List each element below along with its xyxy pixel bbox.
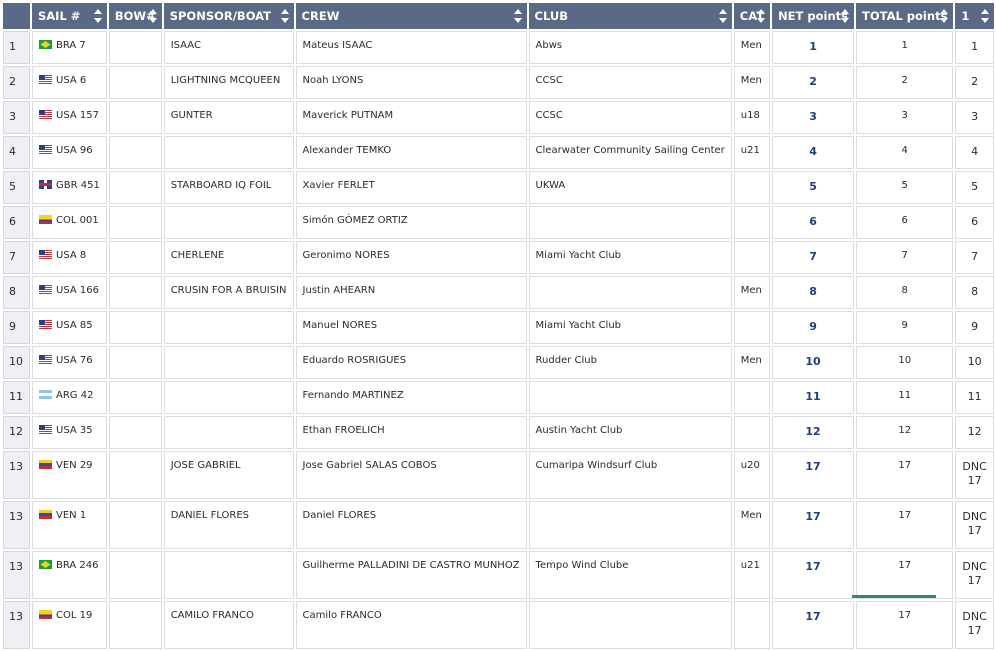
- sail-number: VEN 29: [56, 460, 93, 471]
- sponsor-cell: DANIEL FLORES: [164, 501, 294, 549]
- total-points-cell: 8: [856, 276, 953, 309]
- net-points-cell: 8: [772, 276, 854, 309]
- total-points-cell: 2: [856, 66, 953, 99]
- race-1-cell: [955, 136, 993, 169]
- cat-cell: Men: [734, 346, 770, 379]
- total-points-cell: 17: [856, 451, 953, 499]
- club-cell: [529, 381, 732, 414]
- scrollbar-indicator: [852, 595, 936, 598]
- sail-number: VEN 1: [56, 510, 87, 521]
- total-points-cell: 9: [856, 311, 953, 344]
- sail-number: ARG 42: [56, 390, 94, 401]
- race-1-value: 2: [971, 75, 979, 88]
- rank-cell: 13: [3, 451, 30, 499]
- crew-cell: Xavier FERLET: [296, 171, 527, 204]
- bow-header[interactable]: BOW#: [109, 3, 162, 29]
- bow-cell: [109, 101, 162, 134]
- bow-cell: [109, 416, 162, 449]
- rank-cell: 12: [3, 416, 30, 449]
- net-points-cell: 1: [772, 31, 854, 64]
- col-flag-icon: [39, 215, 52, 224]
- bow-cell: [109, 31, 162, 64]
- sponsor-cell: GUNTER: [164, 101, 294, 134]
- sponsor-cell: [164, 381, 294, 414]
- usa-flag-icon: [39, 320, 52, 329]
- total-points-cell: 10: [856, 346, 953, 379]
- usa-flag-icon: [39, 425, 52, 434]
- rank-cell: 13: [3, 551, 30, 599]
- sail-cell: [32, 346, 107, 379]
- race-1-cell: [955, 31, 993, 64]
- table-row[interactable]: [3, 311, 994, 344]
- sponsor-cell: [164, 311, 294, 344]
- bow-cell: [109, 136, 162, 169]
- table-row[interactable]: [3, 416, 994, 449]
- crew-cell: Guilherme PALLADINI DE CASTRO MUNHOZ: [296, 551, 527, 599]
- sail-number: BRA 7: [56, 40, 86, 51]
- usa-flag-icon: [39, 110, 52, 119]
- race-1-value: DNC: [962, 610, 987, 623]
- crew-cell: Eduardo ROSRIGUES: [296, 346, 527, 379]
- total-points-cell: 3: [856, 101, 953, 134]
- race-1-value: 9: [971, 320, 979, 333]
- table-row[interactable]: [3, 136, 994, 169]
- bow-cell: [109, 311, 162, 344]
- ven-flag-icon: [39, 460, 52, 469]
- crew-cell: Mateus ISAAC: [296, 31, 527, 64]
- gbr-flag-icon: [39, 180, 52, 189]
- usa-flag-icon: [39, 250, 52, 259]
- bra-flag-icon: [39, 560, 52, 569]
- sponsor-cell: CHERLENE: [164, 241, 294, 274]
- cat-cell: Men: [734, 276, 770, 309]
- usa-flag-icon: [39, 355, 52, 364]
- sail-cell: [32, 381, 107, 414]
- race-1-cell: [955, 501, 993, 549]
- bow-cell: [109, 276, 162, 309]
- total-points-cell: 17: [856, 601, 953, 649]
- crew-cell: Manuel NORES: [296, 311, 527, 344]
- club-cell: Rudder Club: [529, 346, 732, 379]
- race-1-value: 1: [971, 40, 979, 53]
- race-1-value: 3: [971, 110, 979, 123]
- net-points-cell: 17: [772, 501, 854, 549]
- sail-header[interactable]: SAIL #: [32, 3, 107, 29]
- cat-cell: Men: [734, 66, 770, 99]
- club-cell: [529, 206, 732, 239]
- sail-number: USA 85: [56, 320, 93, 331]
- race-1-cell: [955, 451, 993, 499]
- cat-cell: Men: [734, 31, 770, 64]
- table-row[interactable]: [3, 381, 994, 414]
- net-points-cell: 10: [772, 346, 854, 379]
- table-row[interactable]: [3, 101, 994, 134]
- crew-cell: Fernando MARTINEZ: [296, 381, 527, 414]
- net-points-cell: 11: [772, 381, 854, 414]
- sail-cell: [32, 501, 107, 549]
- sponsor-cell: [164, 416, 294, 449]
- table-row[interactable]: [3, 31, 994, 64]
- sail-number: USA 76: [56, 355, 93, 366]
- cat-cell: u18: [734, 101, 770, 134]
- bow-cell: [109, 551, 162, 599]
- table-row[interactable]: [3, 206, 994, 239]
- rank-cell: 2: [3, 66, 30, 99]
- total-points-cell: 5: [856, 171, 953, 204]
- net-points-cell: 17: [772, 551, 854, 599]
- crew-cell: Jose Gabriel SALAS COBOS: [296, 451, 527, 499]
- rank-cell: 3: [3, 101, 30, 134]
- crew-cell: Alexander TEMKO: [296, 136, 527, 169]
- table-row[interactable]: [3, 276, 994, 309]
- club-cell: CCSC: [529, 101, 732, 134]
- race-1-value: DNC: [962, 560, 987, 573]
- sail-cell: [32, 551, 107, 599]
- rank-cell: 10: [3, 346, 30, 379]
- table-row[interactable]: [3, 501, 994, 549]
- race-1-cell: [955, 551, 993, 599]
- bow-cell: [109, 346, 162, 379]
- net-points-cell: 5: [772, 171, 854, 204]
- sponsor-cell: CRUSIN FOR A BRUISIN: [164, 276, 294, 309]
- race-1-value: 4: [971, 145, 979, 158]
- sail-cell: [32, 206, 107, 239]
- total-points-cell: 17: [856, 501, 953, 549]
- sort-icon[interactable]: [514, 9, 523, 23]
- race-1-value: 12: [967, 425, 982, 438]
- sort-icon[interactable]: [281, 9, 290, 23]
- sponsor-cell: [164, 346, 294, 379]
- cat-cell: u20: [734, 451, 770, 499]
- net-points-cell: 2: [772, 66, 854, 99]
- cat-cell: [734, 416, 770, 449]
- race-1-cell: [955, 206, 993, 239]
- club-cell: Abws: [529, 31, 732, 64]
- race-1-value: DNC: [962, 460, 987, 473]
- usa-flag-icon: [39, 285, 52, 294]
- rank-cell: 7: [3, 241, 30, 274]
- total-points-header[interactable]: TOTAL points: [856, 3, 953, 29]
- crew-cell: Justin AHEARN: [296, 276, 527, 309]
- header-row: [3, 3, 994, 29]
- club-cell: Miami Yacht Club: [529, 311, 732, 344]
- table-row[interactable]: [3, 346, 994, 379]
- bow-cell: [109, 241, 162, 274]
- net-points-cell: 4: [772, 136, 854, 169]
- race-1-cell: [955, 381, 993, 414]
- sponsor-cell: CAMILO FRANCO: [164, 601, 294, 649]
- usa-flag-icon: [39, 145, 52, 154]
- bow-cell: [109, 381, 162, 414]
- crew-cell: Ethan FROELICH: [296, 416, 527, 449]
- sail-cell: [32, 276, 107, 309]
- total-points-cell: 4: [856, 136, 953, 169]
- crew-cell: Noah LYONS: [296, 66, 527, 99]
- race-1-header[interactable]: 1: [955, 3, 993, 29]
- table-row[interactable]: [3, 171, 994, 204]
- sail-cell: [32, 171, 107, 204]
- rank-cell: 8: [3, 276, 30, 309]
- table-row[interactable]: [3, 66, 994, 99]
- sort-icon[interactable]: [757, 9, 766, 23]
- club-cell: Austin Yacht Club: [529, 416, 732, 449]
- race-1-cell: [955, 276, 993, 309]
- bra-flag-icon: [39, 40, 52, 49]
- sail-cell: [32, 136, 107, 169]
- sail-cell: [32, 101, 107, 134]
- bow-cell: [109, 501, 162, 549]
- sponsor-cell: [164, 551, 294, 599]
- sail-cell: [32, 416, 107, 449]
- sort-icon[interactable]: [719, 9, 728, 23]
- net-points-cell: 7: [772, 241, 854, 274]
- rank-header: [3, 3, 30, 29]
- usa-flag-icon: [39, 75, 52, 84]
- race-1-value: 10: [967, 355, 982, 368]
- sail-number: USA 157: [56, 110, 99, 121]
- net-points-cell: 12: [772, 416, 854, 449]
- race-1-value: 8: [971, 285, 979, 298]
- sail-cell: [32, 31, 107, 64]
- sail-number: BRA 246: [56, 560, 99, 571]
- table-row[interactable]: [3, 241, 994, 274]
- club-cell: [529, 601, 732, 649]
- bow-cell: [109, 171, 162, 204]
- rank-cell: 9: [3, 311, 30, 344]
- net-points-cell: 6: [772, 206, 854, 239]
- total-points-cell: 12: [856, 416, 953, 449]
- rank-cell: 13: [3, 601, 30, 649]
- rank-cell: 11: [3, 381, 30, 414]
- total-points-cell: 17: [856, 551, 953, 599]
- bow-cell: [109, 601, 162, 649]
- race-1-cell: [955, 241, 993, 274]
- sort-icon[interactable]: [94, 9, 103, 23]
- bow-cell: [109, 206, 162, 239]
- sail-number: USA 96: [56, 145, 93, 156]
- cat-cell: Men: [734, 501, 770, 549]
- sail-cell: [32, 601, 107, 649]
- net-points-header[interactable]: NET points: [772, 3, 854, 29]
- sail-cell: [32, 311, 107, 344]
- crew-header[interactable]: CREW: [296, 3, 527, 29]
- cat-cell: [734, 311, 770, 344]
- race-1-points: 17: [967, 624, 982, 637]
- cat-header[interactable]: CAT: [734, 3, 770, 29]
- sail-number: USA 8: [56, 250, 87, 261]
- race-1-cell: [955, 66, 993, 99]
- sail-number: COL 001: [56, 215, 99, 226]
- sort-icon[interactable]: [940, 9, 949, 23]
- sort-icon[interactable]: [149, 9, 158, 23]
- arg-flag-icon: [39, 390, 52, 399]
- sort-icon[interactable]: [841, 9, 850, 23]
- total-points-cell: 1: [856, 31, 953, 64]
- table-row[interactable]: [3, 451, 994, 499]
- col-flag-icon: [39, 610, 52, 619]
- cat-cell: [734, 241, 770, 274]
- club-cell: Clearwater Community Sailing Center: [529, 136, 732, 169]
- results-table: [1, 1, 996, 651]
- net-points-cell: 17: [772, 601, 854, 649]
- race-1-value: DNC: [962, 510, 987, 523]
- sail-number: COL 19: [56, 610, 93, 621]
- race-1-value: 11: [967, 390, 982, 403]
- race-1-value: 6: [971, 215, 979, 228]
- table-row[interactable]: [3, 601, 994, 649]
- sponsor-cell: STARBOARD IQ FOIL: [164, 171, 294, 204]
- race-1-points: 17: [967, 474, 982, 487]
- sponsor-header[interactable]: SPONSOR/BOAT: [164, 3, 294, 29]
- sail-number: GBR 451: [56, 180, 100, 191]
- club-cell: CCSC: [529, 66, 732, 99]
- crew-cell: Daniel FLORES: [296, 501, 527, 549]
- total-points-cell: 7: [856, 241, 953, 274]
- club-cell: [529, 501, 732, 549]
- net-points-cell: 3: [772, 101, 854, 134]
- sponsor-cell: ISAAC: [164, 31, 294, 64]
- race-1-cell: [955, 171, 993, 204]
- crew-cell: Simón GÓMEZ ORTIZ: [296, 206, 527, 239]
- table-row[interactable]: [3, 551, 994, 599]
- cat-cell: [734, 206, 770, 239]
- sail-cell: [32, 451, 107, 499]
- rank-cell: 1: [3, 31, 30, 64]
- bow-cell: [109, 451, 162, 499]
- cat-cell: [734, 381, 770, 414]
- sail-number: USA 35: [56, 425, 93, 436]
- race-1-cell: [955, 416, 993, 449]
- club-header[interactable]: CLUB: [529, 3, 732, 29]
- sort-icon[interactable]: [981, 9, 990, 23]
- club-cell: Cumaripa Windsurf Club: [529, 451, 732, 499]
- race-1-value: 7: [971, 250, 979, 263]
- crew-cell: Geronimo NORES: [296, 241, 527, 274]
- net-points-cell: 17: [772, 451, 854, 499]
- club-cell: UKWA: [529, 171, 732, 204]
- cat-cell: u21: [734, 551, 770, 599]
- rank-cell: 5: [3, 171, 30, 204]
- race-1-cell: [955, 311, 993, 344]
- club-cell: Miami Yacht Club: [529, 241, 732, 274]
- club-cell: [529, 276, 732, 309]
- cat-cell: [734, 601, 770, 649]
- race-1-cell: [955, 346, 993, 379]
- crew-cell: Maverick PUTNAM: [296, 101, 527, 134]
- rank-cell: 13: [3, 501, 30, 549]
- race-1-cell: [955, 101, 993, 134]
- cat-cell: [734, 171, 770, 204]
- sail-number: USA 166: [56, 285, 99, 296]
- race-1-points: 17: [967, 524, 982, 537]
- ven-flag-icon: [39, 510, 52, 519]
- race-1-cell: [955, 601, 993, 649]
- sail-cell: [32, 241, 107, 274]
- total-points-cell: 11: [856, 381, 953, 414]
- net-points-cell: 9: [772, 311, 854, 344]
- rank-cell: 4: [3, 136, 30, 169]
- bow-cell: [109, 66, 162, 99]
- club-cell: Tempo Wind Clube: [529, 551, 732, 599]
- sponsor-cell: LIGHTNING MCQUEEN: [164, 66, 294, 99]
- race-1-points: 17: [967, 574, 982, 587]
- sponsor-cell: [164, 136, 294, 169]
- sponsor-cell: JOSE GABRIEL: [164, 451, 294, 499]
- cat-cell: u21: [734, 136, 770, 169]
- crew-cell: Camilo FRANCO: [296, 601, 527, 649]
- sponsor-cell: [164, 206, 294, 239]
- sail-cell: [32, 66, 107, 99]
- sail-number: USA 6: [56, 75, 87, 86]
- total-points-cell: 6: [856, 206, 953, 239]
- rank-cell: 6: [3, 206, 30, 239]
- race-1-value: 5: [971, 180, 979, 193]
